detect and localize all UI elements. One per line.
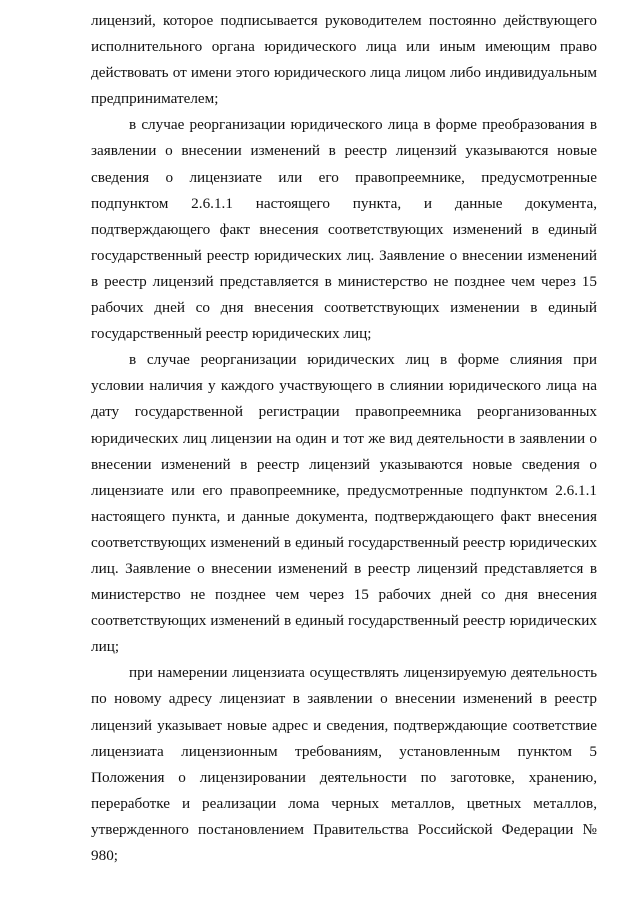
paragraph-reorganization-merger: в случае реорганизации юридических лиц в форме слияния при условии наличия у каждого участвующего в слиянии юридического лица на дату государственной регистрации правопреемника реорганизованных юридических лиц лицензии на один и тот же вид деятельности в заявлении о внесении изменений в реестр лицензий указываются новые сведения о лицензиате или его правопреемнике, предусмотренные подпунктом 2.6.1.1 настоящего пункта, и данные документа, подтверждающего факт внесения соответствующих изменений в единый государственный реестр юридических лиц. Заявление о внесении изменений в реестр лицензий представляется в министерство не позднее чем через 15 рабочих дней со дня внесения соответствующих изменений в единый государственный реестр юридических лиц; [91,351,597,656]
paragraph-new-address: при намерении лицензиата осуществлять лицензируемую деятельность по новому адресу лицензиат в заявлении о внесении изменений в реестр лицензий указывает новые адрес и сведения, подтверждающие соответствие лицензиата лицензионным требованиям, установленным пунктом 5 Положения о лицензировании деятельности по заготовке, хранению, переработке и реализации лома черных металлов, цветных металлов, утвержденного постановлением Правительства Российской Федерации № 980; [91,664,597,864]
paragraph-license-application-signature: лицензий, которое подписывается руководителем постоянно действующего исполнительного органа юридического лица или иным имеющим право действовать от имени этого юридического лица лицом либо индивидуальным предпринимателем; [91,12,597,108]
document-body [91,8,597,869]
paragraph-reorganization-transformation: в случае реорганизации юридического лица в форме преобразования в заявлении о внесении изменений в реестр лицензий указываются новые сведения о лицензиате или его правопреемнике, предусмотренные подпунктом 2.6.1.1 настоящего пункта, и данные документа, подтверждающего факт внесения соответствующих изменений в единый государственный реестр юридических лиц. Заявление о внесении изменений в реестр лицензий представляется в министерство не позднее чем через 15 рабочих дней со дня внесения соответствующих изменении в единый государственный реестр юридических лиц; [91,116,597,343]
